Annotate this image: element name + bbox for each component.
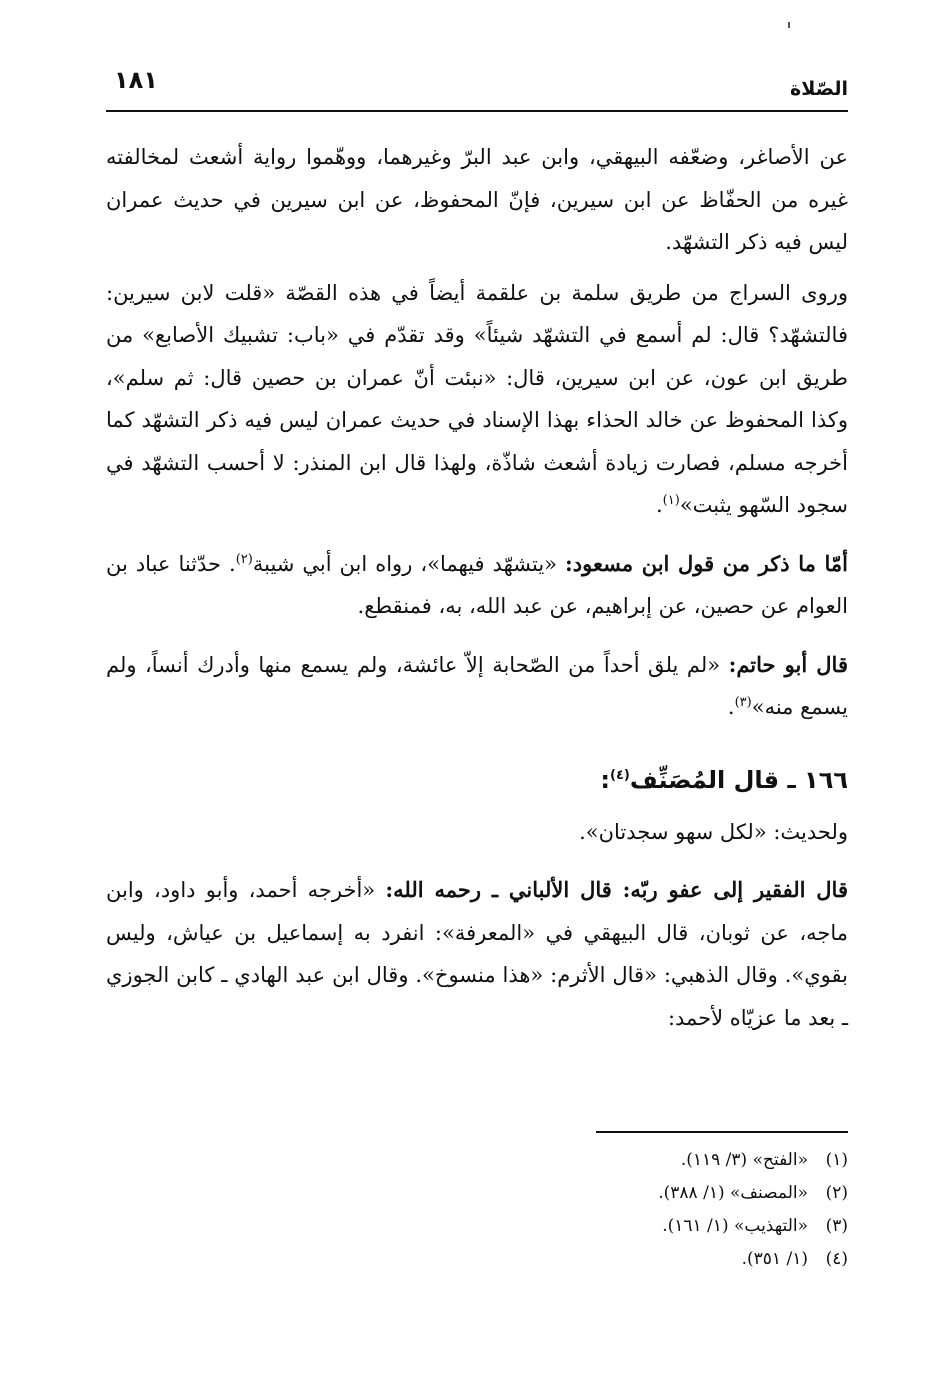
paragraph-4-lead: قال أبو حاتم: xyxy=(728,651,848,677)
paragraph-3-tail: . حدّثنا عباد بن العوام عن حصين، عن إبراهيم، عن عبد الله، به، فمنقطع. xyxy=(106,551,848,618)
paragraph-5 xyxy=(106,869,848,1039)
footnote-text: «الفتح» (٣/ ١١٩). xyxy=(680,1150,808,1170)
footnotes-list xyxy=(480,1144,848,1276)
footnote-text: (١/ ٣٥١). xyxy=(741,1249,808,1269)
footnote-text: «المصنف» (١/ ٣٨٨). xyxy=(658,1183,808,1203)
footnote-item xyxy=(480,1210,848,1243)
section-heading-colon: : xyxy=(600,765,611,794)
footnote-ref-2[interactable]: (٢) xyxy=(235,551,253,567)
page-number: ١٨١ xyxy=(114,66,158,94)
paragraph-5-text: «أخرجه أحمد، وأبو داود، وابن ماجه، عن ثوبان، قال البيهقي في «المعرفة»: انفرد به إسماعيل بن عياش، وليس بقوي». وقال الذهبي: «قال الأثرم: «هذا منسوخ». وقال ابن عبد الهادي ـ كابن الجوزي ـ بعد ما عزيّاه لأحمد: xyxy=(106,878,848,1030)
section-heading-text: ١٦٦ ـ قال المُصَنِّف xyxy=(629,765,848,794)
page-header xyxy=(108,66,848,104)
paragraph-3-lead: أمّا ما ذكر من قول ابن مسعود: xyxy=(565,550,848,576)
paragraph-2-text: وروى السراج من طريق سلمة بن علقمة أيضاً في هذه القصّة «قلت لابن سيرين: فالتشهّد؟ قال: لم أسمع في التشهّد شيئاً» وقد تقدّم في «باب: تشبيك الأصابع» من طريق ابن عون، عن ابن سيرين، قال: «نبئت أنّ عمران بن حصين قال: ثم سلم»، وكذا المحفوظ عن خالد الحذاء بهذا الإسناد في حديث عمران ليس فيه ذكر التشهّد كما أخرجه مسلم، فصارت زيادة أشعث شاذّة، ولهذا قال ابن المنذر: لا أحسب التشهّد في سجود السّهو يثبت» xyxy=(106,280,848,517)
running-title: الصّلاة xyxy=(789,78,848,100)
paragraph-4-text: «لم يلق أحداً من الصّحابة إلاّ عائشة، ولم يسمع منها وأدرك أنساً، ولم يسمع منه» xyxy=(106,652,848,719)
main-text xyxy=(106,136,848,1055)
paragraph-1-text: عن الأصاغر، وضعّفه البيهقي، وابن عبد البرّ وغيرهما، ووهّموا رواية أشعث لمخالفته غيره من الحفّاظ عن ابن سيرين، فإنّ المحفوظ، عن ابن سيرين في حديث عمران ليس فيه ذكر التشهّد. xyxy=(106,145,848,254)
footnote-item xyxy=(480,1177,848,1210)
footnote-item xyxy=(480,1144,848,1177)
paragraph-3-text: «يتشهّد فيهما»، رواه ابن أبي شيبة xyxy=(252,551,566,576)
paragraph-1 xyxy=(106,136,848,264)
hadith-text: ولحديث: «لكل سهو سجدتان». xyxy=(579,819,848,844)
paragraph-2-tail: . xyxy=(655,493,663,517)
footnote-item xyxy=(480,1243,848,1276)
header-divider xyxy=(106,110,848,112)
footnote-number: (٣) xyxy=(825,1216,848,1236)
footnote-divider xyxy=(596,1131,848,1133)
footnote-ref-4[interactable]: (٤) xyxy=(610,767,630,783)
footnote-ref-1[interactable]: (١) xyxy=(662,493,680,508)
footnote-number: (٢) xyxy=(825,1183,848,1203)
footnote-number: (١) xyxy=(825,1150,848,1170)
paragraph-5-lead: قال الفقير إلى عفو ربّه: قال الألباني ـ رحمه الله: xyxy=(385,877,848,902)
paragraph-3 xyxy=(106,543,848,628)
paragraph-4-tail: . xyxy=(727,695,735,719)
paragraph-4 xyxy=(106,644,848,729)
footnote-number: (٤) xyxy=(825,1249,848,1269)
scan-mark xyxy=(788,22,790,28)
paragraph-2 xyxy=(106,272,848,527)
section-heading xyxy=(106,759,848,801)
hadith-line xyxy=(106,811,848,854)
footnote-ref-3[interactable]: (٣) xyxy=(734,695,752,710)
footnote-text: «التهذيب» (١/ ١٦١). xyxy=(662,1216,808,1236)
